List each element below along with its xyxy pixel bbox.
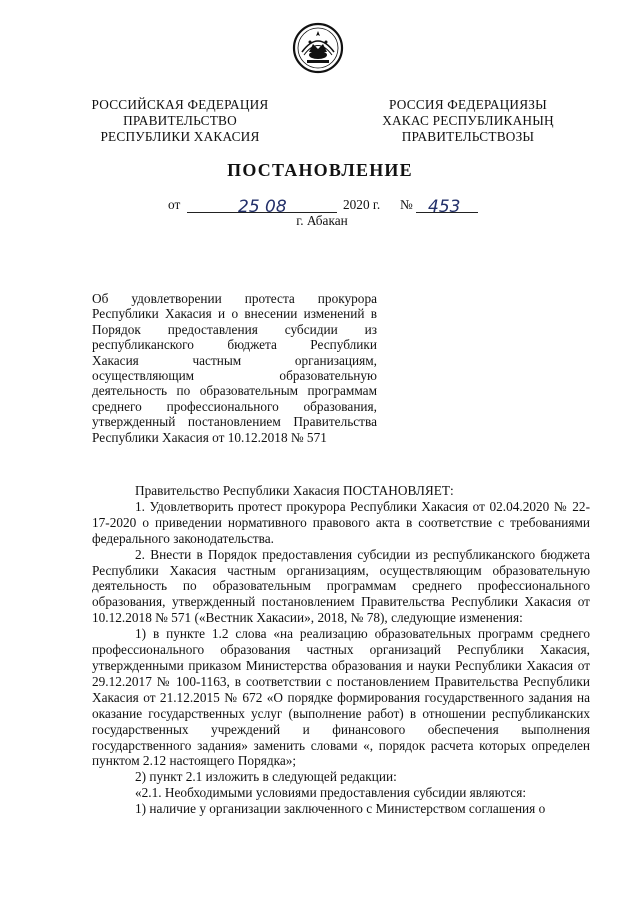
body-paragraph: Правительство Республики Хакасия ПОСТАНОВЛЯЕТ:	[135, 483, 454, 498]
header-left-line: РОССИЙСКАЯ ФЕДЕРАЦИЯ	[91, 97, 269, 112]
header-left-block	[80, 97, 280, 145]
subject-line: Хакасия частным организациям,	[92, 352, 377, 368]
subject-line: Республики Хакасия и о внесении изменений в	[92, 306, 377, 322]
body-paragraph: 1) наличие у организации заключенного с Министерством соглашения о	[135, 801, 546, 817]
header-right-line: ПРАВИТЕЛЬСТВОЗЫ	[401, 129, 535, 144]
date-handwritten: 25 08	[238, 197, 287, 217]
subject-line: Порядок предоставления субсидии из	[92, 321, 377, 337]
body-paragraph: 2. Внести в Порядок предоставления субсидии из республиканского бюджета Республики Хакасия частным организациям, осуществляющим образовательную деятельность по образовательным программам среднего профессионального образования, утвержденный постановлением Правительства Республики Хакасия от 10.12.2018 № 571 («Вестник Хакасии», 2018, № 78), следующие изменения:	[92, 546, 590, 626]
subject-line: осуществляющим образовательную	[92, 368, 377, 384]
body-paragraph: 2) пункт 2.1 изложить в следующей редакции:	[135, 769, 397, 785]
number-label: №	[400, 197, 413, 212]
body-paragraph: 1) в пункте 1.2 слова «на реализацию образовательных программ среднего профессионального образования частных организаций Республики Хакасия, утвержденными приказом Министерства образования и науки Республики Хакасия от 29.12.2017 № 100-1163, в соответствии с постановлением Правительства Республики Хакасия от 21.12.2015 № 672 «О порядке формирования государственного задания на оказание государственных услуг (выполнение работ) в отношении республиканских государственных учреждений и финансового обеспечения выполнения государственного задания» заменить словами «, порядок расчета которых определен пунктом 2.12 настоящего Порядка»;	[92, 626, 590, 769]
date-from-label: от	[168, 197, 181, 212]
subject-line: утвержденный постановлением Правительства	[92, 414, 377, 430]
date-year: 2020 г.	[343, 197, 381, 212]
subject-line: Республики Хакасия от 10.12.2018 № 571	[92, 429, 327, 445]
subject-line: Об удовлетворении протеста прокурора	[92, 291, 377, 306]
document-subject	[92, 291, 377, 445]
header-right-line: ХАКАС РЕСПУБЛИКАНЫҢ	[382, 113, 554, 128]
document-title: ПОСТАНОВЛЕНИЕ	[227, 160, 413, 180]
body-paragraph: 1. Удовлетворить протест прокурора Республики Хакасия от 02.04.2020 № 22-17-2020 о приведении нормативного правового акта в соответствие с требованиями федерального законодательства.	[92, 498, 590, 546]
city-name: г. Абакан	[296, 213, 348, 228]
header-right-line: РОССИЯ ФЕДЕРАЦИЯЗЫ	[389, 97, 547, 112]
header-right-block	[368, 97, 568, 145]
number-handwritten: 453	[428, 197, 461, 217]
document-body	[92, 483, 590, 817]
subject-line: деятельность по образовательным программам	[92, 383, 377, 399]
subject-line: республиканского бюджета Республики	[92, 337, 377, 353]
header-left-line: ПРАВИТЕЛЬСТВО	[123, 113, 237, 128]
subject-line: среднего профессионального образования,	[92, 398, 377, 414]
header-left-line: РЕСПУБЛИКИ ХАКАСИЯ	[100, 129, 260, 144]
body-paragraph: «2.1. Необходимыми условиями предоставления субсидии являются:	[135, 785, 527, 801]
coat-of-arms-seal	[292, 22, 344, 74]
